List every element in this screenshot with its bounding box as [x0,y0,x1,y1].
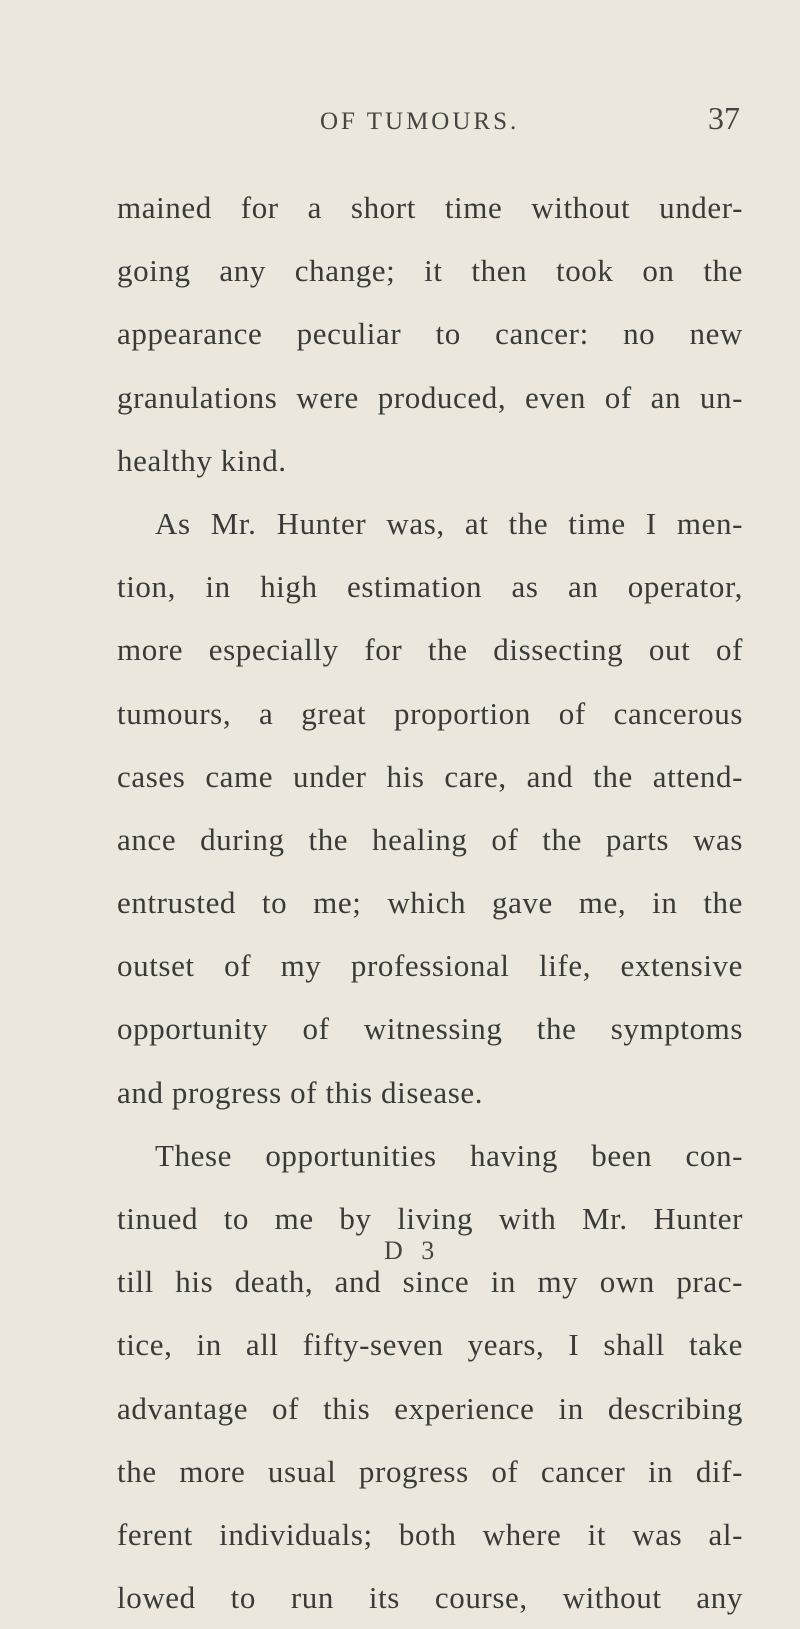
text-line: advantage of this experience in describing [117,1390,743,1426]
text-line: mained for a short time without under- [117,190,743,225]
text-line: ance during the healing of the parts was [117,821,743,857]
text-line: and progress of this disease. [117,1074,484,1110]
text-line: appearance peculiar to cancer: no new [117,316,743,352]
text-line: going any change; it then took on the [117,253,743,289]
text-line: granulations were produced, even of an un- [117,379,743,415]
text-line: ferent individuals; both where it was al- [117,1516,743,1552]
body-text [117,176,743,1629]
text-line: opportunity of witnessing the symptoms [117,1011,743,1047]
text-line: tion, in high estimation as an operator, [117,569,743,605]
text-line: These opportunities having been con- [155,1137,743,1173]
text-line: tinued to me by living with Mr. Hunter [117,1201,743,1236]
text-line: tice, in all fifty-seven years, I shall take [117,1327,743,1363]
page-number: 37 [708,100,740,136]
text-line: outset of my professional life, extensive [117,948,743,984]
text-line: healthy kind. [117,442,287,478]
running-head: OF TUMOURS. [320,108,520,135]
text-line: cases came under his care, and the attend- [117,758,743,794]
text-line: entrusted to me; which gave me, in the [117,885,743,921]
page-header [0,100,800,140]
text-line: As Mr. Hunter was, at the time I men- [155,505,743,541]
text-line: tumours, a great proportion of cancerous [117,695,743,731]
text-line: the more usual progress of cancer in dif- [117,1453,743,1489]
text-line: more especially for the dissecting out of [117,632,743,668]
signature-mark: D 3 [384,1236,441,1265]
text-line: lowed to run its course, without any [117,1580,743,1616]
text-line: till his death, and since in my own prac- [117,1264,743,1300]
